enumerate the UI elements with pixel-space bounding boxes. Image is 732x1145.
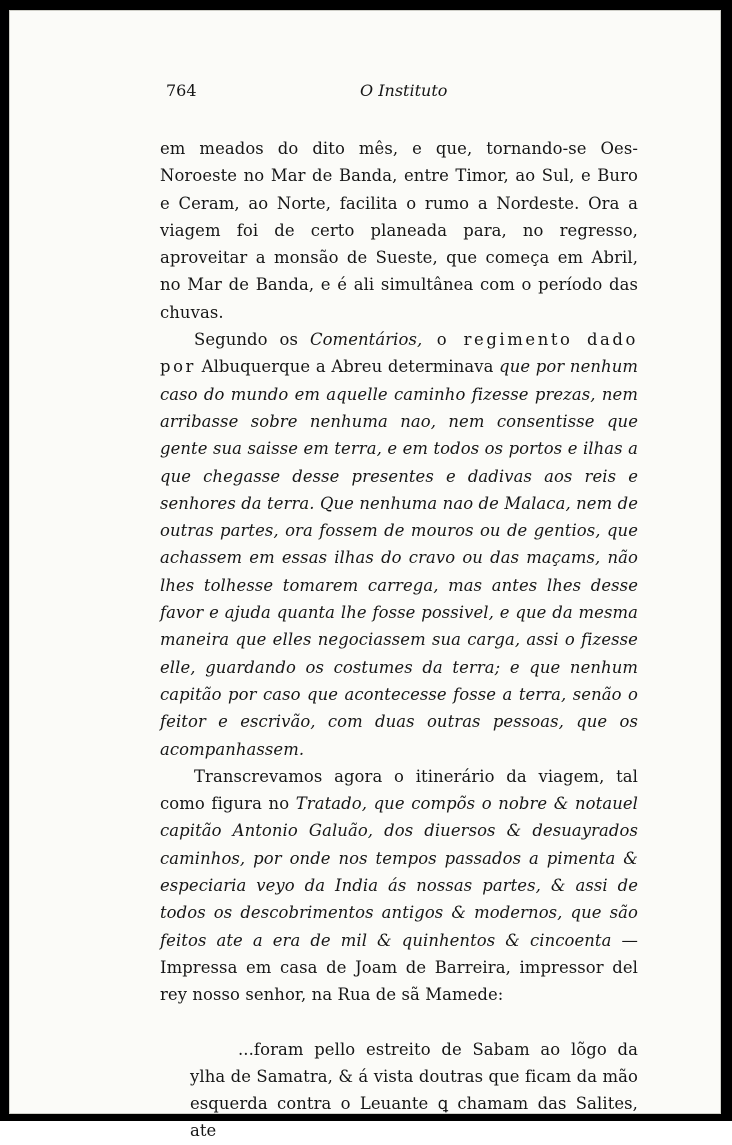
text-block bbox=[160, 81, 638, 1145]
paragraph-2-lead: Segundo os bbox=[194, 330, 310, 350]
paragraph-3-lead: Transcrevamos agora o itinerário da viagem, tal como figura no bbox=[160, 766, 638, 814]
paragraph-2 bbox=[160, 326, 638, 763]
running-head bbox=[160, 81, 638, 111]
page-number: 764 bbox=[166, 81, 197, 100]
regimento-citation: que por nenhum caso do mundo em aquelle caminho fizesse prezas, nem arribasse sobre nenhuma nao, nem consentisse que gente sua saisse em terra, e em todos os portos e ilhas a que chegasse desse presentes e dadivas aos reis e senhores da terra. Que nenhuma nao de Malaca, nem de outras partes, ora fossem de mouros ou de gentios, que achassem em essas ilhas do cravo ou das maçams, não lhes tolhesse tomarem carrega, mas antes lhes desse favor e ajuda quanta lhe fosse possivel, e que da mesma maneira que elles negociassem sua carga, assi o fizesse elle, guardando os costumes da terra; e que nenhum capitão por caso que acontecesse fosse a terra, senão o feitor e escrivão, com duas outras pessoas, que os acompanhassem. bbox=[160, 357, 638, 759]
paragraph-2-text: Albuquerque a Abreu determinava bbox=[196, 357, 500, 377]
scan-border-left bbox=[0, 0, 9, 1121]
paragraph-3-tail: — Impressa em casa de Joam de Barreira, impressor del rey nosso senhor, na Rua de sã Mamede: bbox=[160, 930, 638, 1005]
work-title-comentarios: Comentários, bbox=[309, 330, 423, 350]
scan-border-right bbox=[721, 0, 732, 1121]
book-page bbox=[9, 10, 721, 1141]
scan-border-top bbox=[0, 0, 732, 10]
block-quotation: ...foram pello estreito de Sabam ao lõgo da ylha de Samatra, & á vista doutras que ficam da mão esquerda contra o Leuante ꝗ chamam das Salites, ate bbox=[190, 1039, 638, 1141]
paragraph-1: em meados do dito mês, e que, tornando-se Oes-Noroeste no Mar de Banda, entre Timor, ao Sul, e Buro e Ceram, ao Norte, facilita o rumo a Nordeste. Ora a viagem foi de certo planeada para, no regresso, aproveitar a monsão de Sueste, que começa em Abril, no Mar de Banda, e é ali simultânea com o período das chuvas. bbox=[160, 139, 638, 322]
work-title-tratado: Tratado, que compõs o nobre & notauel capitão Antonio Galuão, dos diuersos & desuayrados caminhos, por onde nos tempos passados a pimenta & especiaria veyo da India ás nossas partes, & assi de todos os descobrimentos antigos & modernos, que são feitos ate a era de mil & quinhentos & cincoenta bbox=[160, 794, 639, 950]
running-title: O Instituto bbox=[360, 81, 448, 100]
paragraph-3 bbox=[160, 763, 638, 1009]
paragraph-2-spaced: o regimento dado por bbox=[160, 330, 638, 377]
